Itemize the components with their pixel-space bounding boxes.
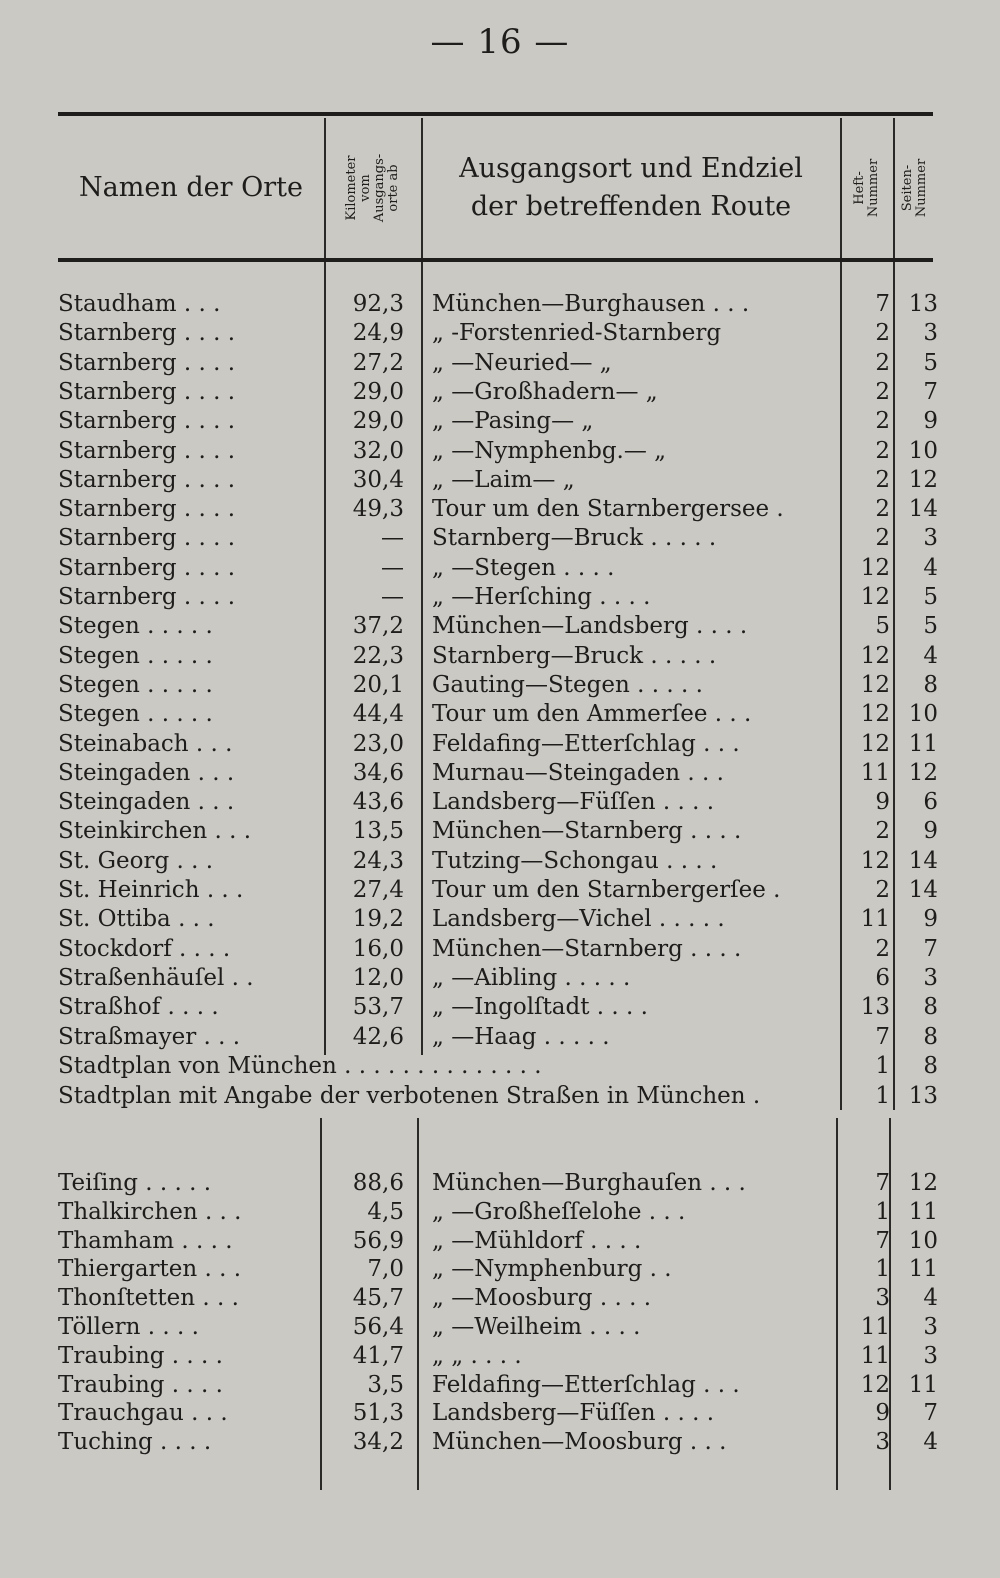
table-row [0,817,1000,846]
seite-number: 12 [908,759,938,786]
kilometer-value: 4,5 [367,1198,404,1225]
heft-number: 2 [875,408,890,435]
kilometer-value: 3,5 [367,1371,404,1398]
route-text: Landsberg—Füſſen . . . . [432,1400,715,1427]
seite-number: 14 [908,847,938,874]
seite-number: 10 [908,701,938,728]
seite-number: 10 [908,437,938,464]
route-text: Starnberg—Bruck . . . . . [432,642,717,669]
route-text: „ —Moosburg . . . . [432,1285,652,1312]
kilometer-value: 49,3 [352,496,404,523]
route-text: „ —Haag . . . . . [432,1023,610,1050]
kilometer-value: 34,6 [352,759,404,786]
table-row [0,437,1000,466]
seite-number: 13 [908,291,938,317]
place-name: Stegen . . . . . [58,671,213,698]
table-row [0,1284,1000,1313]
seite-number: 4 [923,1429,938,1456]
heft-number: 2 [875,349,890,376]
seite-number: 11 [908,1371,938,1398]
seite-number: 7 [923,1400,938,1427]
seite-number: 14 [908,877,938,903]
place-name: Teiſing . . . . . [58,1170,212,1196]
heft-number: 2 [875,378,890,405]
kilometer-value: 16,0 [352,935,404,962]
heft-number: 2 [875,877,890,903]
place-name: Traubing . . . . [58,1371,223,1398]
table-row [0,612,1000,641]
kilometer-value: 13,5 [352,818,404,845]
kilometer-value: 19,2 [352,906,404,933]
table-row [0,876,1000,905]
header-name: Namen der Orte [79,172,303,203]
route-text: „ —Weilheim . . . . [432,1314,641,1340]
kilometer-value: 53,7 [352,994,404,1021]
place-name: Thamham . . . . [58,1227,233,1254]
header-seite [895,120,935,256]
heft-number: 7 [875,291,890,317]
place-name: Tuching . . . . [58,1429,212,1456]
header-heft-label: Heft- Nummer [852,158,881,218]
route-text: Tutzing—Schongau . . . . [432,847,718,874]
heft-number: 12 [860,554,890,581]
place-name: Starnberg . . . . [58,349,236,376]
kilometer-value: 34,2 [352,1429,404,1456]
place-name: Thiergarten . . . [58,1256,242,1283]
seite-number: 4 [923,642,938,669]
seite-number: 8 [923,1053,938,1079]
heft-number: 7 [875,1227,890,1254]
kilometer-value: 32,0 [352,437,404,464]
route-text: Feldafing—Etterſchlag . . . [432,1371,740,1398]
table-row [0,935,1000,964]
table-row [0,407,1000,436]
kilometer-value: 56,9 [352,1227,404,1254]
seite-number: 11 [908,1198,938,1225]
table-row [0,759,1000,788]
place-name: Thonſtetten . . . [58,1285,239,1312]
place-name: Starnberg . . . . [58,408,236,435]
seite-number: 3 [923,964,938,991]
route-text: „ —Laim— „ [432,466,575,493]
seite-number: 8 [923,1023,938,1050]
route-text: „ -Forstenried-Starnberg [432,320,722,347]
table-row [0,1227,1000,1256]
table-row [0,319,1000,348]
place-name: Straßhof . . . . [58,994,219,1021]
place-name: St. Ottiba . . . [58,906,215,933]
heft-number: 11 [860,1314,890,1340]
place-name: St. Georg . . . [58,847,214,874]
heft-number: 6 [875,964,890,991]
kilometer-value: 27,4 [352,877,404,903]
header-seite-label: Seiten- Nummer [900,158,929,218]
heft-number: 12 [860,847,890,874]
heft-number: 2 [875,496,890,523]
heft-number: 12 [860,1371,890,1398]
kilometer-value: 20,1 [352,671,404,698]
place-name: Starnberg . . . . [58,554,236,581]
kilometer-value: 88,6 [352,1170,404,1196]
kilometer-value: 7,0 [367,1256,404,1283]
place-name: Starnberg . . . . [58,378,236,405]
seite-number: 12 [908,1170,938,1196]
seite-number: 8 [923,994,938,1021]
table-row [0,495,1000,524]
route-text: Gauting—Stegen . . . . . [432,671,703,698]
route-text: „ —Ingolſtadt . . . . [432,994,648,1021]
place-name: Starnberg . . . . [58,437,236,464]
route-text: „ —Nymphenburg . . [432,1256,672,1283]
table-row [0,378,1000,407]
route-text: Tour um den Starnbergersee . [432,496,784,523]
kilometer-value: 29,0 [352,408,404,435]
heft-number: 1 [875,1082,890,1109]
route-text: „ —Herſching . . . . [432,584,651,610]
place-name: Steinkirchen . . . [58,818,252,845]
seite-number: 10 [908,1227,938,1254]
table-row [0,847,1000,876]
heft-number: 2 [875,437,890,464]
heft-number: 2 [875,525,890,552]
place-name: Starnberg . . . . [58,525,236,552]
seite-number: 4 [923,554,938,581]
table-row [0,1342,1000,1371]
seite-number: 3 [923,320,938,347]
seite-number: 7 [923,935,938,962]
place-name: Stegen . . . . . [58,613,213,640]
kilometer-value: 56,4 [352,1314,404,1340]
place-name: Thalkirchen . . . [58,1198,242,1225]
table-row-full [0,1082,1000,1111]
table-row [0,700,1000,729]
header-kilometer-label: Kilometer vom Ausgangs- orte ab [343,153,401,223]
place-name: Trauchgau . . . [58,1400,228,1427]
route-text: Starnberg—Bruck . . . . . [432,525,717,552]
kilometer-value: 24,3 [352,847,404,874]
table-row [0,642,1000,671]
heft-number: 13 [860,994,890,1021]
route-text: München—Moosburg . . . [432,1429,727,1456]
route-text: „ —Neuried— „ [432,349,612,376]
route-text: Tour um den Starnbergerſee . [432,877,781,903]
kilometer-value: 41,7 [352,1342,404,1369]
table-row [0,730,1000,759]
kilometer-value: 43,6 [352,789,404,816]
place-name: Stegen . . . . . [58,701,213,728]
heft-number: 12 [860,584,890,610]
route-text: München—Burghausen . . . [432,291,750,317]
place-name: Traubing . . . . [58,1342,223,1369]
route-text: München—Starnberg . . . . [432,818,742,845]
heft-number: 2 [875,935,890,962]
header-top-rule [58,112,933,116]
table-row [0,1198,1000,1227]
header-kilometer [326,120,420,256]
table-row [0,671,1000,700]
place-name: Starnberg . . . . [58,466,236,493]
heft-number: 2 [875,818,890,845]
heft-number: 12 [860,730,890,757]
place-name: Steinabach . . . [58,730,233,757]
table-row [0,788,1000,817]
kilometer-value: 29,0 [352,378,404,405]
seite-number: 12 [908,466,938,493]
kilometer-value: — [381,554,404,581]
heft-number: 3 [875,1285,890,1312]
place-name: Starnberg . . . . [58,584,236,610]
route-text: München—Starnberg . . . . [432,935,742,962]
kilometer-value: — [381,584,404,610]
header-route: Ausgangsort und Endziel der betreffenden Route [459,153,803,222]
heft-number: 7 [875,1170,890,1196]
place-name: Straßenhäuſel . . [58,964,254,991]
full-row-text: Stadtplan mit Angabe der verbotenen Straßen in München . [58,1082,761,1109]
header-heft [842,120,892,256]
route-text: München—Landsberg . . . . [432,613,748,640]
table-row [0,466,1000,495]
table-row [0,583,1000,612]
kilometer-value: 30,4 [352,466,404,493]
heft-number: 11 [860,759,890,786]
kilometer-value: — [381,525,404,552]
full-row-text: Stadtplan von München . . . . . . . . . . . . . . [58,1053,542,1079]
table-row [0,993,1000,1022]
seite-number: 3 [923,525,938,552]
heft-number: 11 [860,1342,890,1369]
seite-number: 9 [923,906,938,933]
table-row [0,524,1000,553]
table-row [0,1255,1000,1284]
table-row [0,1313,1000,1342]
place-name: St. Heinrich . . . [58,877,244,903]
seite-number: 6 [923,789,938,816]
heft-number: 9 [875,1400,890,1427]
heft-number: 12 [860,701,890,728]
route-text: Murnau—Steingaden . . . [432,759,724,786]
seite-number: 7 [923,378,938,405]
route-text: Landsberg—Vichel . . . . . [432,906,725,933]
heft-number: 1 [875,1256,890,1283]
place-name: Starnberg . . . . [58,320,236,347]
heft-number: 12 [860,642,890,669]
kilometer-value: 12,0 [352,964,404,991]
heft-number: 11 [860,906,890,933]
heft-number: 1 [875,1053,890,1079]
seite-number: 9 [923,408,938,435]
kilometer-value: 51,3 [352,1400,404,1427]
route-text: Feldafing—Etterſchlag . . . [432,730,740,757]
heft-number: 12 [860,671,890,698]
kilometer-value: 24,9 [352,320,404,347]
table-row [0,1023,1000,1052]
kilometer-value: 42,6 [352,1023,404,1050]
kilometer-value: 92,3 [352,291,404,317]
route-text: „ —Mühldorf . . . . [432,1227,642,1254]
header-bottom-rule [58,258,933,262]
heft-number: 7 [875,1023,890,1050]
route-text: „ —Nymphenbg.— „ [432,437,667,464]
place-name: Steingaden . . . [58,789,235,816]
seite-number: 13 [908,1082,938,1109]
seite-number: 5 [923,613,938,640]
kilometer-value: 22,3 [352,642,404,669]
place-name: Staudham . . . [58,291,221,317]
table-row [0,1371,1000,1400]
table-row [0,905,1000,934]
seite-number: 9 [923,818,938,845]
heft-number: 5 [875,613,890,640]
place-name: Stockdorf . . . . [58,935,231,962]
seite-number: 3 [923,1342,938,1369]
route-text: Tour um den Ammerſee . . . [432,701,752,728]
heft-number: 2 [875,466,890,493]
table-row [0,554,1000,583]
route-text: „ —Aibling . . . . . [432,964,631,991]
table-row [0,1399,1000,1428]
seite-number: 5 [923,584,938,610]
seite-number: 5 [923,349,938,376]
place-name: Starnberg . . . . [58,496,236,523]
table-row [0,1428,1000,1457]
heft-number: 2 [875,320,890,347]
heft-number: 3 [875,1429,890,1456]
table-row-full [0,1052,1000,1081]
seite-number: 11 [908,1256,938,1283]
table-row [0,290,1000,319]
table-row [0,1169,1000,1198]
route-text: „ „ . . . . [432,1342,522,1369]
kilometer-value: 23,0 [352,730,404,757]
place-name: Töllern . . . . [58,1314,199,1340]
kilometer-value: 37,2 [352,613,404,640]
place-name: Stegen . . . . . [58,642,213,669]
route-text: „ —Großhadern— „ [432,378,658,405]
seite-number: 11 [908,730,938,757]
kilometer-value: 44,4 [352,701,404,728]
page-number: — 16 — [430,22,570,62]
seite-number: 4 [923,1285,938,1312]
route-text: Landsberg—Füſſen . . . . [432,789,715,816]
seite-number: 8 [923,671,938,698]
route-text: „ —Stegen . . . . [432,554,615,581]
kilometer-value: 45,7 [352,1285,404,1312]
seite-number: 3 [923,1314,938,1340]
route-text: „ —Pasing— „ [432,408,594,435]
seite-number: 14 [908,496,938,523]
place-name: Steingaden . . . [58,759,235,786]
heft-number: 1 [875,1198,890,1225]
heft-number: 9 [875,789,890,816]
route-text: „ —Großheſſelohe . . . [432,1198,686,1225]
kilometer-value: 27,2 [352,349,404,376]
table-row [0,964,1000,993]
table-row [0,349,1000,378]
place-name: Straßmayer . . . [58,1023,241,1050]
route-text: München—Burghauſen . . . [432,1170,746,1196]
